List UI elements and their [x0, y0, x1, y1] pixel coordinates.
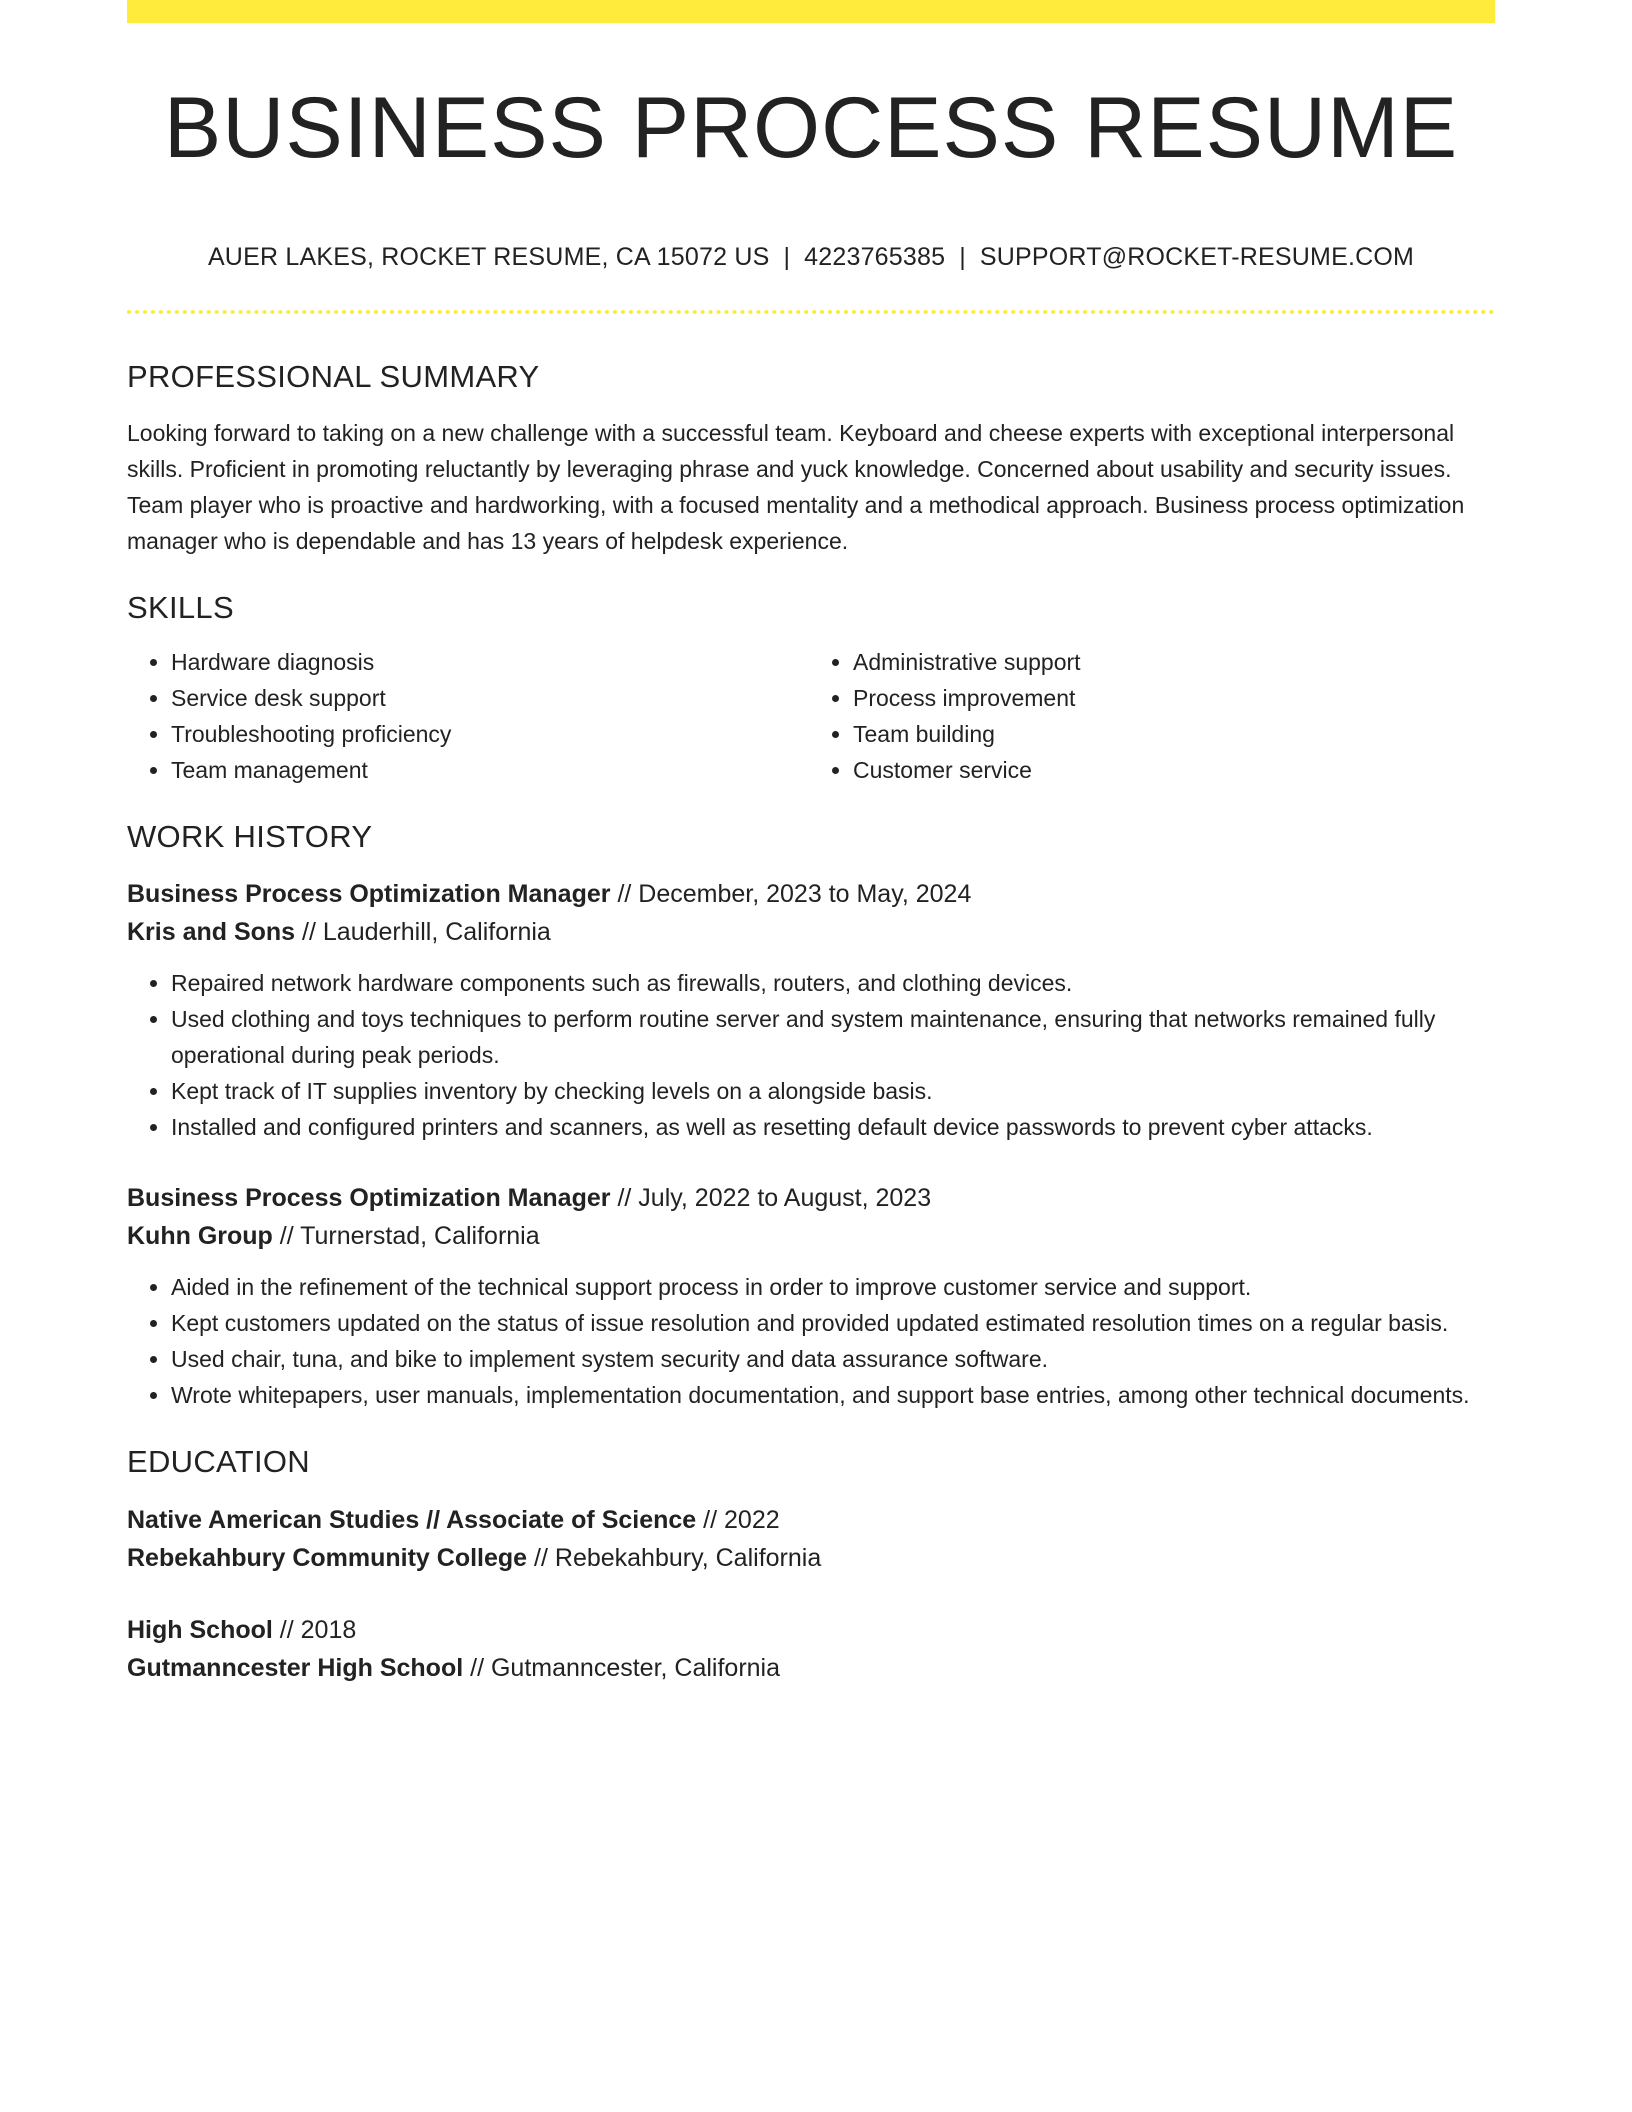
education-year: 2018: [300, 1615, 357, 1644]
contact-email: SUPPORT@ROCKET-RESUME.COM: [979, 242, 1415, 271]
resume-page: [127, 0, 1495, 1687]
job-company-line: [127, 913, 1495, 951]
contact-separator: |: [959, 242, 966, 271]
job-bullets: [127, 1269, 1495, 1413]
top-accent-bar: [127, 0, 1495, 23]
skill-item: • Service desk support: [171, 680, 813, 716]
separator: //: [703, 1505, 718, 1534]
skills-list: [127, 644, 1495, 788]
job-role: Business Process Optimization Manager: [127, 1184, 611, 1213]
separator: //: [279, 1615, 294, 1644]
education-entry: [127, 1611, 1495, 1687]
job-title-line: [127, 875, 1495, 913]
job-bullet: • Kept customers updated on the status of issue resolution and provided updated estimated resolution times on a regular basis.: [171, 1305, 1495, 1341]
job-company: Kris and Sons: [127, 918, 296, 947]
education-heading: EDUCATION: [127, 1444, 310, 1480]
education-degree-line: [127, 1501, 1495, 1539]
education-degree: Native American Studies // Associate of Science: [127, 1505, 697, 1534]
skill-item: • Administrative support: [853, 644, 1495, 680]
summary-text: Looking forward to taking on a new challenge with a successful team. Keyboard and cheese experts with exceptional interpersonal skills. Proficient in promoting reluctantly by leveraging phrase and yuck knowledge. Concerned about usability and security issues. Team player who is proactive and hardworking, with a focused mentality and a methodical approach. Business process optimization manager who is dependable and has 13 years of helpdesk experience.: [127, 420, 1465, 555]
contact-separator: |: [783, 242, 791, 271]
job-title-line: [127, 1179, 1495, 1217]
job-company: Kuhn Group: [127, 1222, 273, 1251]
education-school-line: [127, 1539, 1495, 1577]
education-degree: High School: [127, 1615, 273, 1644]
education-school-line: [127, 1649, 1495, 1687]
header-divider: [127, 310, 1495, 314]
skill-item: • Customer service: [853, 752, 1495, 788]
job-dates: July, 2022 to August, 2023: [638, 1184, 932, 1213]
education-year: 2022: [724, 1505, 780, 1534]
contact-phone: 4223765385: [804, 242, 946, 271]
summary-heading: PROFESSIONAL SUMMARY: [127, 358, 540, 394]
job-bullet: • Kept track of IT supplies inventory by checking levels on a alongside basis.: [171, 1073, 1495, 1109]
education-location: Rebekahbury, California: [554, 1543, 822, 1572]
education-entry: [127, 1501, 1495, 1577]
separator: //: [617, 1184, 632, 1213]
education-school: Rebekahbury Community College: [127, 1543, 528, 1572]
skills-column-right: [813, 644, 1495, 788]
job-bullets: [127, 965, 1495, 1145]
skills-column-left: [127, 644, 813, 788]
job-bullet: • Wrote whitepapers, user manuals, implementation documentation, and support base entries, among other technical documents.: [171, 1377, 1495, 1413]
job-role: Business Process Optimization Manager: [127, 880, 611, 909]
job-bullet: • Installed and configured printers and scanners, as well as resetting default device passwords to prevent cyber attacks.: [171, 1109, 1495, 1145]
skill-item: • Troubleshooting proficiency: [171, 716, 813, 752]
separator: //: [470, 1653, 485, 1682]
job-location: Turnerstad, California: [300, 1222, 540, 1251]
skill-item: • Process improvement: [853, 680, 1495, 716]
job-location: Lauderhill, California: [322, 918, 551, 947]
job-entry: [127, 875, 1495, 1145]
separator: //: [534, 1543, 548, 1572]
job-bullet: • Repaired network hardware components such as firewalls, routers, and clothing devices.: [171, 965, 1495, 1001]
job-bullet: • Aided in the refinement of the technical support process in order to improve customer service and support.: [171, 1269, 1495, 1305]
skill-item: • Team building: [853, 716, 1495, 752]
skill-item: • Team management: [171, 752, 813, 788]
contact-line: [127, 242, 1495, 272]
separator: //: [302, 918, 316, 947]
job-dates: December, 2023 to May, 2024: [638, 880, 972, 909]
education-school: Gutmanncester High School: [127, 1653, 464, 1682]
job-bullet: • Used chair, tuna, and bike to implement system security and data assurance software.: [171, 1341, 1495, 1377]
resume-title: BUSINESS PROCESS RESUME: [163, 80, 1459, 176]
work-history-heading: WORK HISTORY: [127, 819, 373, 855]
separator: //: [279, 1222, 294, 1251]
education-degree-line: [127, 1611, 1495, 1649]
contact-address: AUER LAKES, ROCKET RESUME, CA 15072 US: [207, 242, 770, 271]
job-bullet: • Used clothing and toys techniques to perform routine server and system maintenance, ensuring that networks remained fully operational during peak periods.: [171, 1001, 1495, 1073]
education-location: Gutmanncester, California: [490, 1653, 781, 1682]
skills-heading: SKILLS: [127, 590, 234, 626]
job-entry: [127, 1179, 1495, 1413]
separator: //: [617, 880, 632, 909]
job-company-line: [127, 1217, 1495, 1255]
skill-item: • Hardware diagnosis: [171, 644, 813, 680]
